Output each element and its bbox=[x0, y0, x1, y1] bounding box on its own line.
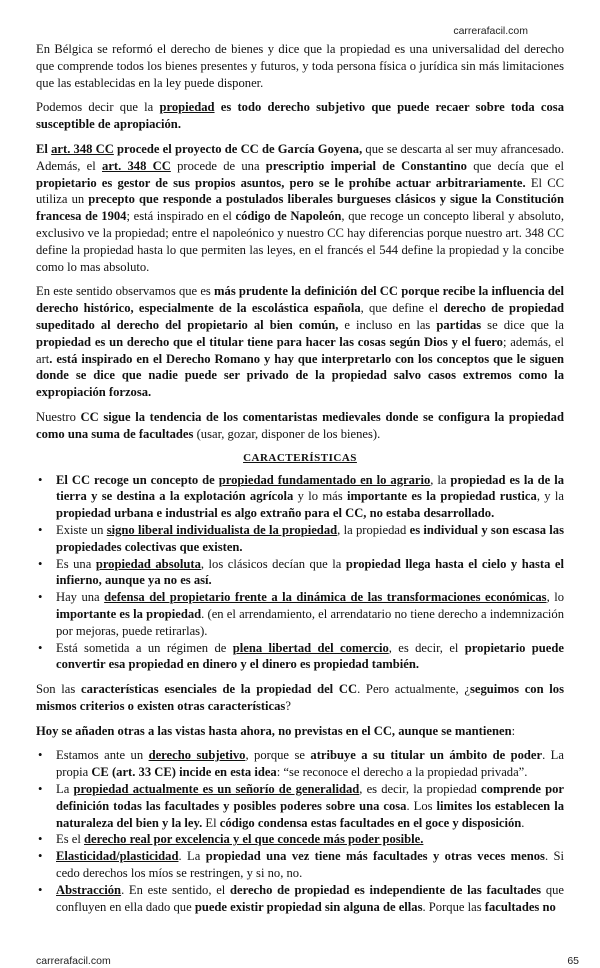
bold-text: propiedad llega hasta el cielo y hasta el infierno, aunque ya no es así. bbox=[56, 556, 564, 588]
list-item bbox=[36, 556, 564, 590]
paragraph bbox=[36, 409, 564, 443]
bold-text: prescriptio imperial de Constantino bbox=[265, 158, 467, 173]
text-run: se dice que la bbox=[481, 317, 564, 332]
bold-text: propietario es gestor de sus propios asuntos, pero se le prohíbe actuar arbitrariamente. bbox=[36, 175, 526, 190]
paragraph bbox=[36, 283, 564, 401]
paragraph bbox=[36, 41, 564, 91]
underlined-text: signo liberal individualista de la propiedad bbox=[106, 522, 338, 537]
text-run: : “se reconoce el derecho a la propiedad privada”. bbox=[276, 765, 528, 780]
page-number: 65 bbox=[567, 955, 579, 968]
paragraph bbox=[36, 99, 564, 133]
bold-text: CE (art. 33 CE) incide en esta idea bbox=[91, 765, 277, 780]
bold-text: es todo derecho subjetivo que puede recaer sobre toda cosa susceptible de apropiación. bbox=[36, 100, 564, 132]
bold-text: más prudente la definición del CC porque recibe la influencia del derecho histórico, especialmente de la escolástica española bbox=[36, 284, 564, 316]
bold-text: propiedad urbana e industrial es algo extraño para el CC, no estaba desarrollado. bbox=[56, 506, 495, 521]
list-item bbox=[36, 522, 564, 556]
text-run: Nuestro bbox=[36, 409, 81, 424]
text-run: En Bélgica se reformó el derecho de bienes y dice que la propiedad es una universalidad del derecho que comprende todos los bienes presentes y futuros, y toda persona física o jurídica sin más limitaciones que las establecidas en la ley puede disponer. bbox=[36, 42, 564, 90]
text-run: , los clásicos decían que la bbox=[200, 556, 346, 571]
underlined-text: Elasticidad/plasticidad bbox=[56, 849, 179, 864]
text-run: , y la bbox=[536, 489, 564, 504]
text-run: El CC utiliza un bbox=[36, 175, 564, 207]
bold-text: importante es la propiedad bbox=[56, 606, 202, 621]
underlined-text: art. 348 CC bbox=[51, 141, 114, 156]
underlined-text: Abstracción bbox=[56, 882, 122, 897]
bold-text: CC sigue la tendencia de los comentaristas medievales donde se configura la propiedad como una suma de facultades bbox=[36, 409, 564, 441]
underlined-text: propiedad bbox=[159, 100, 215, 115]
bold-text: propietario puede convertir esa propiedad en dinero y el dinero es propiedad también. bbox=[56, 640, 564, 672]
text-run: , lo bbox=[546, 590, 565, 605]
text-run: , que define el bbox=[360, 301, 444, 316]
text-run: e incluso en las bbox=[338, 317, 437, 332]
bold-text: importante es la propiedad rustica bbox=[346, 489, 537, 504]
text-run: , es decir, el bbox=[388, 640, 465, 655]
underlined-text: propiedad actualmente es un señorío de generalidad bbox=[73, 782, 360, 797]
footer-site: carrerafacil.com bbox=[36, 955, 111, 968]
list-item bbox=[36, 640, 564, 674]
bold-text: características esenciales de la propiedad del CC bbox=[81, 682, 358, 697]
text-run: Es el bbox=[56, 832, 84, 847]
text-run: : bbox=[511, 723, 516, 738]
text-run: Son las bbox=[36, 682, 82, 697]
text-run: CARACTERÍSTICAS bbox=[243, 451, 357, 464]
text-run: ; está inspirado en el bbox=[126, 209, 236, 224]
header-site: carrerafacil.com bbox=[453, 25, 528, 37]
list-item bbox=[36, 848, 564, 882]
bold-text: facultades no bbox=[484, 899, 556, 914]
list-item bbox=[36, 589, 564, 639]
bold-text: El bbox=[36, 141, 52, 156]
bullet-list bbox=[36, 472, 564, 674]
bold-text: procede el proyecto de CC de García Goyena, bbox=[113, 141, 363, 156]
underlined-text: plena libertad del comercio bbox=[232, 640, 389, 655]
text-run: Existe un bbox=[56, 522, 107, 537]
text-run: que se descarta al ser muy afrancesado. Además, el bbox=[36, 141, 564, 173]
text-run: La bbox=[56, 782, 74, 797]
bold-text: código de Napoleón bbox=[235, 209, 342, 224]
list-item bbox=[36, 747, 564, 781]
text-run: El bbox=[202, 815, 220, 830]
bold-text: código condensa estas facultades en el goce y disposición bbox=[219, 815, 522, 830]
text-run: Estamos ante un bbox=[56, 748, 149, 763]
bold-text: derecho de propiedad supeditado al derecho del propietario al bien común, bbox=[36, 301, 565, 332]
bold-text: puede existir propiedad sin alguna de ellas bbox=[194, 899, 423, 914]
footer bbox=[0, 953, 600, 968]
underlined-text: derecho real por excelencia y el que concede más poder posible. bbox=[83, 832, 424, 847]
text-run: . bbox=[521, 815, 525, 830]
paragraph bbox=[36, 141, 564, 275]
text-run: que decía que el bbox=[466, 158, 564, 173]
list-item bbox=[36, 831, 564, 848]
text-run: . Los bbox=[406, 798, 437, 813]
text-run: . La propia bbox=[56, 748, 564, 780]
text-run: , la propiedad bbox=[337, 522, 410, 537]
text-run: Hay una bbox=[56, 590, 105, 605]
text-run: (usar, gozar, disponer de los bienes). bbox=[193, 426, 381, 441]
text-run: , porque se bbox=[245, 748, 311, 763]
text-run: , la bbox=[430, 472, 451, 487]
bold-text: . está inspirado en el Derecho Romano y hay que interpretarlo con los conceptos que le siguen donde se dice que nadie puede ser privado de la propiedad salvo casos extremos como la expropiación forzosa. bbox=[36, 351, 564, 400]
bold-text: derecho de propiedad es independiente de las facultades bbox=[230, 882, 542, 897]
text-run: . (en el arrendamiento, el arrendatario no tiene derecho a indemnización por mejoras, puede retirarlas). bbox=[56, 606, 564, 638]
list-item bbox=[36, 882, 564, 916]
bold-text: limites los establecen la naturaleza del bien y la ley. bbox=[56, 798, 564, 830]
bold-text: seguimos con los mismos criterios o existen otras características bbox=[36, 682, 564, 713]
list-item bbox=[36, 472, 564, 522]
paragraph bbox=[36, 681, 564, 715]
text-run: . La bbox=[178, 849, 206, 864]
underlined-text: derecho subjetivo bbox=[148, 748, 246, 763]
text-run: . Pero actualmente, ¿ bbox=[357, 682, 471, 697]
text-run: . Si cedo derechos los míos se restringen, y si no, no. bbox=[56, 849, 564, 881]
bold-text: es individual y son escasa las propiedades colectivas que existen. bbox=[56, 522, 564, 554]
bold-text: partidas bbox=[436, 317, 482, 332]
bullet-list bbox=[36, 747, 564, 915]
text-run: ? bbox=[285, 698, 291, 713]
paragraph bbox=[36, 723, 564, 740]
text-run: procede de una bbox=[170, 158, 266, 173]
underlined-text: propiedad absoluta bbox=[95, 556, 201, 571]
text-run: Está sometida a un régimen de bbox=[56, 640, 233, 655]
list-item bbox=[36, 781, 564, 831]
bold-text: comprende por definición todas las facultades y posibles poderes sobre una cosa bbox=[56, 782, 565, 813]
text-run: , es decir, la propiedad bbox=[359, 782, 482, 797]
text-run: . En este sentido, el bbox=[121, 882, 231, 897]
bold-text: propiedad es un derecho que el titular tiene para hacer las cosas según Dios y el fuero bbox=[36, 334, 503, 349]
bold-text: atribuye a su titular un ámbito de poder bbox=[310, 748, 543, 763]
text-run: ; además, el art bbox=[36, 334, 564, 366]
text-run: que confluyen en ella dado que bbox=[56, 882, 564, 914]
document-body bbox=[36, 41, 564, 915]
bold-text: Hoy se añaden otras a las vistas hasta ahora, no previstas en el CC, aunque se mantienen bbox=[36, 723, 512, 738]
bold-text: propiedad una vez tiene más facultades y otras veces menos bbox=[205, 849, 545, 864]
bold-text: precepto que responde a postulados liberales burgueses clásicos y sigue la Constitución francesa de 1904 bbox=[36, 192, 564, 224]
text-run: , que recoge un concepto liberal y absoluto, exclusivo ve la propiedad; entre el napoleónico y nuestro CC hay diferencias porque nuestro art. 348 CC define la propiedad hasta lo que permiten las leyes, en el francés el 544 define la propiedad y la concibe como lo mas absoluto. bbox=[36, 209, 564, 274]
text-run: . Porque las bbox=[422, 899, 485, 914]
text-run: y lo más bbox=[293, 489, 347, 504]
underlined-text: art. 348 CC bbox=[102, 158, 171, 173]
text-run: En este sentido observamos que es bbox=[36, 284, 215, 299]
section-heading bbox=[36, 451, 564, 466]
text-run: Es una bbox=[56, 556, 96, 571]
underlined-text: propiedad fundamentado en lo agrario bbox=[218, 472, 431, 487]
bold-text: propiedad es la de la tierra y se destina a la explotación agrícola bbox=[56, 472, 564, 504]
bold-text: El CC recoge un concepto de bbox=[56, 472, 219, 487]
underlined-text: defensa del propietario frente a la dinámica de las transformaciones económicas bbox=[104, 590, 547, 605]
text-run: Podemos decir que la bbox=[36, 100, 160, 115]
